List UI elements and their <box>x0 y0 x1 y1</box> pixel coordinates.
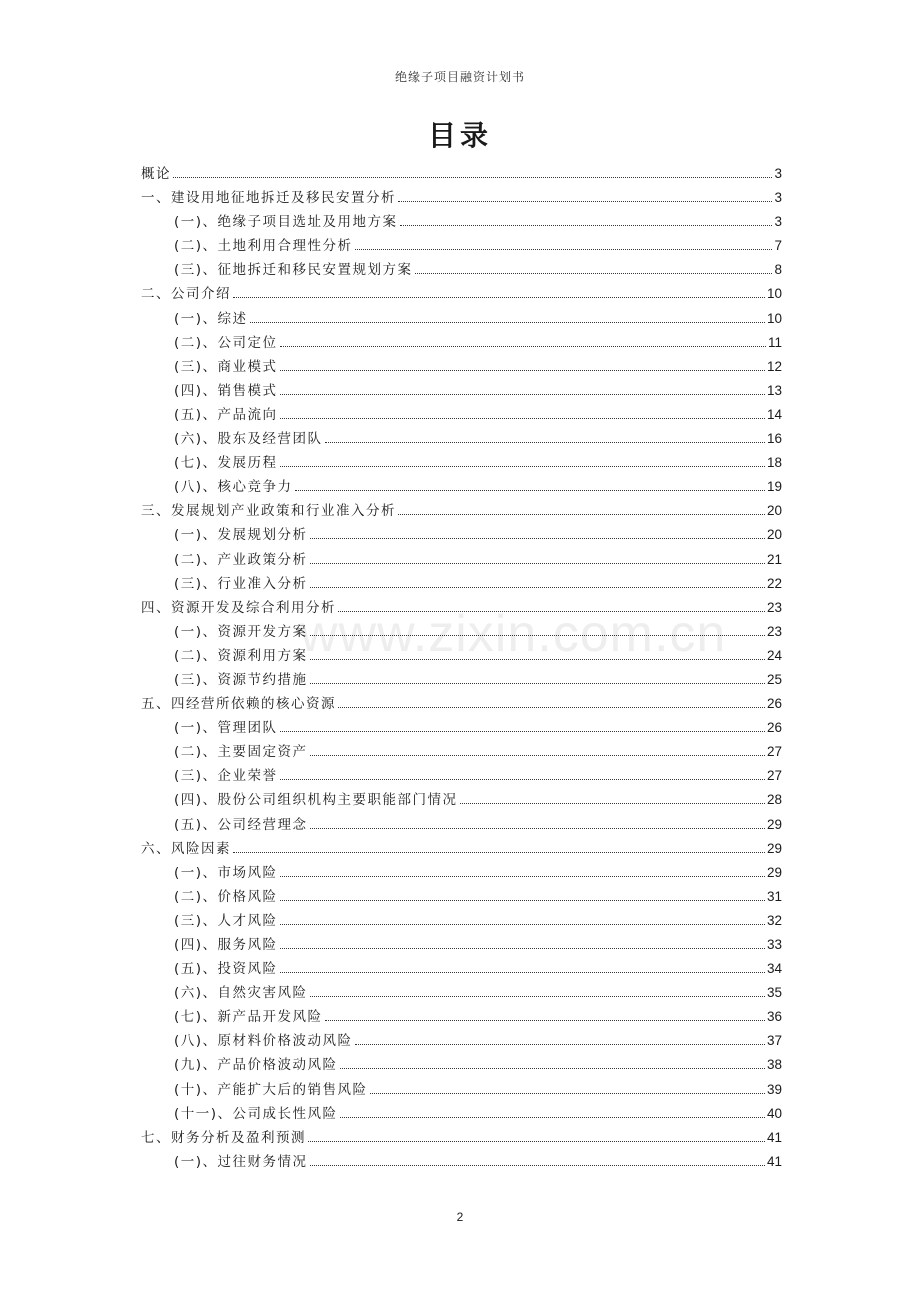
dot-leader <box>233 297 765 298</box>
dot-leader <box>310 755 765 756</box>
toc-entry-label: (二)、主要固定资产 <box>174 744 308 761</box>
toc-entry-page: 11 <box>767 334 782 350</box>
toc-entry-label: (三)、资源节约措施 <box>174 671 308 688</box>
dot-leader <box>308 1141 765 1142</box>
toc-entry-label: (六)、股东及经营团队 <box>174 431 323 448</box>
page-number: 2 <box>456 1210 464 1224</box>
running-header: 绝缘子项目融资计划书 <box>394 70 525 84</box>
toc-entry-label: 五、四经营所依赖的核心资源 <box>141 696 336 713</box>
toc-entry[interactable] <box>141 1150 782 1174</box>
toc-entry[interactable] <box>141 1005 782 1029</box>
dot-leader <box>310 635 765 636</box>
toc-entry-label: (四)、服务风险 <box>174 937 278 953</box>
dot-leader <box>280 466 765 467</box>
toc-entry-page: 29 <box>766 816 782 832</box>
dot-leader <box>280 779 765 780</box>
toc-entry-page: 41 <box>766 1129 782 1145</box>
toc-entry-page: 3 <box>774 190 782 206</box>
toc-entry[interactable] <box>141 427 782 451</box>
toc-entry-page: 32 <box>766 912 782 928</box>
toc-entry-page: 37 <box>766 1033 782 1049</box>
dot-leader <box>355 1044 765 1045</box>
toc-entry[interactable] <box>141 210 782 234</box>
dot-leader <box>400 225 773 226</box>
toc-entry[interactable] <box>141 331 782 355</box>
dot-leader <box>310 563 765 564</box>
toc-entry[interactable] <box>141 764 782 788</box>
dot-leader <box>280 972 765 973</box>
dot-leader <box>370 1093 765 1094</box>
toc-entry-page: 20 <box>766 527 782 543</box>
toc-entry-page: 26 <box>766 696 782 712</box>
toc-entry-label: (三)、行业准入分析 <box>174 575 308 592</box>
toc-entry-label: (一)、综述 <box>174 310 248 327</box>
toc-entry-page: 10 <box>766 286 782 302</box>
toc-entry-label: 一、建设用地征地拆迁及移民安置分析 <box>141 190 396 207</box>
dot-leader <box>280 876 765 877</box>
toc-entry-label: (十一)、公司成长性风险 <box>174 1105 338 1122</box>
toc-entry-page: 14 <box>766 406 782 422</box>
toc-entry[interactable] <box>141 885 782 909</box>
dot-leader <box>325 442 765 443</box>
toc-entry-page: 26 <box>766 720 782 736</box>
toc-entry[interactable] <box>141 307 782 331</box>
toc-entry-label: (十)、产能扩大后的销售风险 <box>174 1081 368 1098</box>
dot-leader <box>310 828 765 829</box>
toc-entry-label: 四、资源开发及综合利用分析 <box>141 599 336 616</box>
dot-leader <box>310 587 765 588</box>
page-title: 目录 <box>427 119 492 152</box>
dot-leader <box>460 803 765 804</box>
toc-entry-label: (九)、产品价格波动风险 <box>174 1057 338 1074</box>
toc-entry[interactable] <box>141 234 782 258</box>
toc-entry-page: 34 <box>766 961 782 977</box>
dot-leader <box>280 394 765 395</box>
toc-entry-page: 36 <box>766 1009 782 1025</box>
toc-entry[interactable] <box>141 933 782 957</box>
dot-leader <box>173 177 772 178</box>
dot-leader <box>310 683 765 684</box>
toc-entry[interactable] <box>141 355 782 379</box>
toc-entry-label: (三)、商业模式 <box>174 358 278 375</box>
toc-entry[interactable] <box>141 162 782 186</box>
toc-entry[interactable] <box>141 668 782 692</box>
toc-entry-label: (四)、销售模式 <box>174 382 278 399</box>
toc-entry-page: 41 <box>766 1153 782 1169</box>
toc-entry-label: (二)、价格风险 <box>174 888 278 905</box>
toc-entry-label: (二)、公司定位 <box>174 334 278 351</box>
dot-leader <box>310 659 765 660</box>
toc-entry-page: 3 <box>774 214 782 230</box>
toc-entry-page: 39 <box>766 1081 782 1097</box>
toc-entry-page: 7 <box>774 238 782 254</box>
toc-entry-label: (二)、产业政策分析 <box>174 551 308 568</box>
dot-leader <box>325 1020 765 1021</box>
toc-entry-label: (三)、征地拆迁和移民安置规划方案 <box>174 262 413 279</box>
toc-entry-page: 23 <box>766 599 782 615</box>
dot-leader <box>338 611 765 612</box>
toc-entry-page: 28 <box>766 792 782 808</box>
toc-entry-label: (五)、投资风险 <box>174 961 278 978</box>
toc-entry[interactable] <box>141 1053 782 1077</box>
dot-leader <box>398 201 772 202</box>
dot-leader <box>398 514 765 515</box>
dot-leader <box>340 1117 765 1118</box>
toc-entry-page: 16 <box>766 431 782 447</box>
toc-entry[interactable] <box>141 716 782 740</box>
toc-entry-label: 二、公司介绍 <box>141 286 231 303</box>
dot-leader <box>280 370 765 371</box>
toc-entry-label: (三)、人才风险 <box>174 912 278 929</box>
toc-entry-label: (一)、绝缘子项目选址及用地方案 <box>174 214 398 231</box>
toc-entry-page: 25 <box>766 671 782 687</box>
toc-entry-label: (一)、资源开发方案 <box>174 623 308 640</box>
toc-entry-label: 七、财务分析及盈利预测 <box>141 1129 306 1146</box>
dot-leader <box>280 948 765 949</box>
toc-entry[interactable] <box>141 788 782 812</box>
toc-entry[interactable] <box>141 957 782 981</box>
toc-entry-page: 23 <box>766 623 782 639</box>
watermark: www.zixin.com.cn <box>300 605 727 663</box>
toc-entry-label: 概论 <box>141 166 171 182</box>
toc-entry-page: 10 <box>766 310 782 326</box>
dot-leader <box>310 996 765 997</box>
toc-entry[interactable] <box>141 1029 782 1053</box>
toc-entry-page: 3 <box>774 166 782 181</box>
dot-leader <box>233 852 765 853</box>
toc-entry-page: 21 <box>766 551 782 567</box>
toc-entry[interactable] <box>141 620 782 644</box>
toc-entry-page: 38 <box>766 1057 782 1073</box>
dot-leader <box>340 1068 765 1069</box>
toc-entry[interactable] <box>141 258 782 282</box>
toc-entry-label: (五)、产品流向 <box>174 406 278 423</box>
toc-entry[interactable] <box>141 475 782 499</box>
toc-entry[interactable] <box>141 1102 782 1126</box>
toc-entry-label: (四)、股份公司组织机构主要职能部门情况 <box>174 792 458 809</box>
dot-leader <box>310 1165 765 1166</box>
toc-entry-page: 20 <box>766 503 782 519</box>
toc-entry-page: 13 <box>766 382 782 398</box>
toc-entry[interactable] <box>141 499 782 523</box>
toc-entry[interactable] <box>141 548 782 572</box>
toc-entry[interactable] <box>141 837 782 861</box>
dot-leader <box>310 538 765 539</box>
toc-entry-label: (七)、新产品开发风险 <box>174 1009 323 1026</box>
dot-leader <box>280 900 765 901</box>
toc-entry-label: (五)、公司经营理念 <box>174 816 308 833</box>
toc-entry[interactable] <box>141 572 782 596</box>
dot-leader <box>280 418 765 419</box>
dot-leader <box>280 346 766 347</box>
dot-leader <box>295 490 765 491</box>
toc-entry[interactable] <box>141 861 782 885</box>
toc-entry[interactable] <box>141 692 782 716</box>
toc-entry-label: (二)、土地利用合理性分析 <box>174 238 353 255</box>
dot-leader <box>250 322 765 323</box>
dot-leader <box>338 707 765 708</box>
toc-entry[interactable] <box>141 644 782 668</box>
dot-leader <box>280 924 765 925</box>
toc-entry[interactable] <box>141 523 782 547</box>
toc-entry-page: 12 <box>766 358 782 374</box>
toc-entry-label: (三)、企业荣誉 <box>174 768 278 785</box>
toc-entry-label: (二)、资源利用方案 <box>174 647 308 664</box>
toc-entry-label: (八)、核心竞争力 <box>174 479 293 496</box>
toc-entry-label: (一)、发展规划分析 <box>174 527 308 544</box>
toc-entry[interactable] <box>141 909 782 933</box>
toc-entry-label: (六)、自然灾害风险 <box>174 985 308 1002</box>
toc-entry-page: 18 <box>766 455 782 471</box>
toc-entry-page: 40 <box>766 1105 782 1121</box>
toc-entry-page: 24 <box>766 647 782 663</box>
toc-entry-page: 29 <box>766 840 782 856</box>
toc-entry[interactable] <box>141 1078 782 1102</box>
dot-leader <box>280 731 765 732</box>
table-of-contents <box>141 162 782 1174</box>
toc-entry-page: 27 <box>766 744 782 760</box>
toc-entry-page: 8 <box>774 262 782 278</box>
toc-entry-page: 29 <box>766 864 782 880</box>
toc-entry-page: 31 <box>766 888 782 904</box>
toc-entry[interactable] <box>141 813 782 837</box>
toc-entry-page: 22 <box>766 575 782 591</box>
toc-entry-page: 27 <box>766 768 782 784</box>
dot-leader <box>415 273 773 274</box>
toc-entry-label: (七)、发展历程 <box>174 455 278 472</box>
toc-entry[interactable] <box>141 403 782 427</box>
toc-entry[interactable] <box>141 282 782 306</box>
toc-entry-page: 33 <box>766 937 782 952</box>
toc-entry-page: 19 <box>766 479 782 495</box>
toc-entry[interactable] <box>141 451 782 475</box>
toc-entry[interactable] <box>141 1126 782 1150</box>
dot-leader <box>355 249 773 250</box>
toc-entry[interactable] <box>141 740 782 764</box>
toc-entry-label: (一)、过往财务情况 <box>174 1153 308 1170</box>
toc-entry[interactable] <box>141 596 782 620</box>
toc-entry[interactable] <box>141 981 782 1005</box>
toc-entry-label: (八)、原材料价格波动风险 <box>174 1033 353 1050</box>
toc-entry[interactable] <box>141 379 782 403</box>
toc-entry[interactable] <box>141 186 782 210</box>
toc-entry-label: (一)、管理团队 <box>174 720 278 737</box>
toc-entry-label: (一)、市场风险 <box>174 864 278 881</box>
toc-entry-label: 三、发展规划产业政策和行业准入分析 <box>141 503 396 520</box>
toc-entry-page: 35 <box>766 985 782 1001</box>
toc-entry-label: 六、风险因素 <box>141 840 231 857</box>
